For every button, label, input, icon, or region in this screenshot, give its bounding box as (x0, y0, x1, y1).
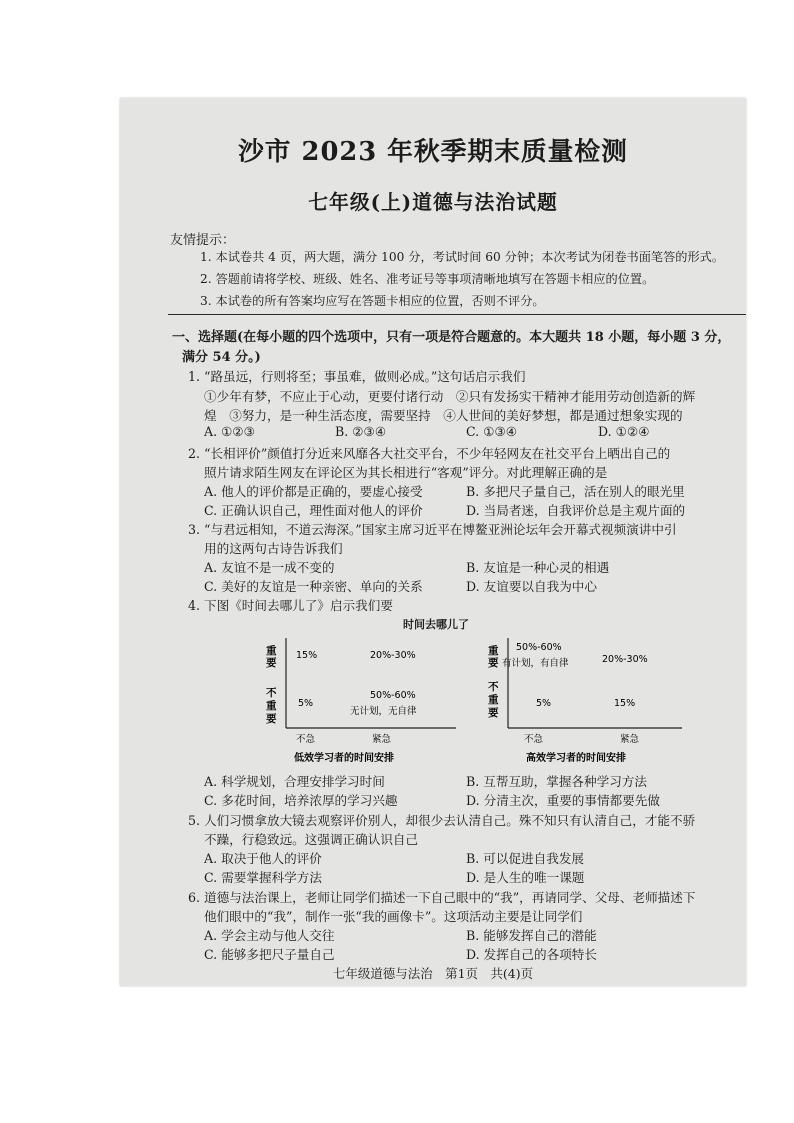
q6-option-b: B. 能够发挥自己的潜能 (466, 928, 597, 943)
y-label-char: 不 (266, 687, 277, 699)
tip-item: 1. 本试卷共 4 页，两大题，满分 100 分，考试时间 60 分钟；本次考试为闭卷书面笔答的形式。 (200, 250, 725, 264)
q2-option-a: A. 他人的评价都是正确的，要虚心接受 (204, 484, 423, 499)
quadrant-value: 50%-60% (516, 642, 562, 653)
quadrant-value: 50%-60% (370, 690, 416, 701)
quadrant-value: 5% (536, 698, 552, 709)
question-1-statement: 煌 ③努力，是一种生活态度，需要坚持 ④人世间的美好梦想，都是通过想象实现的 (204, 408, 683, 423)
section-heading-cont: 满分 54 分。) (182, 350, 261, 365)
diagram-caption: 低效学习者的时间安排 (294, 753, 394, 762)
question-3-stem: 3. “与君远相知，不道云海深。”国家主席习近平在博鳌亚洲论坛年会开幕式视频演讲中引 (188, 522, 677, 537)
diagram-caption: 高效学习者的时间安排 (526, 753, 626, 762)
question-2-stem: 2. “长相评价”颜值打分近来风靡各大社交平台，不少年轻网友在社交平台上晒出自己的 (188, 446, 671, 461)
page-footer: 七年级道德与法治 第1页 共(4)页 (332, 966, 534, 981)
q2-option-d: D. 当局者迷，自我评价总是主观片面的 (466, 503, 686, 518)
tip-item: 3. 本试卷的所有答案均应写在答题卡相应的位置，否则不评分。 (200, 294, 545, 308)
question-1-statement: ①少年有梦，不应止于心动，更要付诸行动 ②只有发扬实干精神才能用劳动创造新的辉 (204, 389, 696, 404)
q5-option-b: B. 可以促进自我发展 (466, 851, 585, 866)
quadrant-value: 15% (614, 698, 636, 709)
tip-item: 2. 答题前请将学校、班级、姓名、准考证号等事项清晰地填写在答题卡相应的位置。 (200, 272, 655, 286)
question-6-stem-cont: 他们眼中的“我”，制作一张“我的画像卡”。这项活动主要是让同学们 (204, 909, 583, 924)
question-5-stem: 5. 人们习惯拿放大镜去观察评价别人，却很少去认清自己。殊不知只有认清自己，才能不骄 (188, 813, 696, 828)
section-heading: 一、选择题(在每小题的四个选项中，只有一项是符合题意的。本大题共 18 小题，每小题 3 分， (172, 330, 731, 345)
quadrant-value: 5% (298, 698, 314, 709)
x-label: 紧急 (620, 734, 640, 745)
q6-option-c: C. 能够多把尺子量自己 (204, 947, 335, 962)
question-2-stem-cont: 照片请求陌生网友在评论区为其长相进行“客观”评分。对此理解正确的是 (204, 465, 608, 480)
q4-option-c: C. 多花时间，培养浓厚的学习兴趣 (204, 793, 398, 808)
y-label-char: 重 (488, 694, 499, 706)
q1-option-c: C. ①③④ (466, 424, 518, 439)
y-label-char: 不 (488, 681, 499, 693)
y-label-char: 重 (266, 645, 277, 657)
tips-heading: 友情提示： (170, 233, 236, 248)
q6-option-d: D. 发挥自己的各项特长 (466, 947, 597, 962)
quadrant-note: 有计划，有自律 (502, 658, 569, 669)
quadrant-value: 15% (296, 650, 318, 661)
q2-option-c: C. 正确认识自己，理性面对他人的评价 (204, 503, 423, 518)
x-label: 不急 (296, 734, 316, 745)
question-6-stem: 6. 道德与法治课上，老师让同学们描述一下自己眼中的“我”，再请同学、父母、老师描述下 (188, 890, 696, 905)
question-4-stem: 4. 下图《时间去哪儿了》启示我们要 (188, 598, 393, 613)
y-label-char: 要 (266, 713, 277, 725)
divider-line (168, 314, 746, 315)
q3-option-d: D. 友谊要以自我为中心 (466, 579, 597, 594)
q1-option-b: B. ②③④ (335, 424, 387, 439)
q3-option-b: B. 友谊是一种心灵的相遇 (466, 560, 610, 575)
quadrant-note: 无计划，无自律 (350, 706, 417, 717)
figure-title: 时间去哪儿了 (403, 618, 469, 631)
q4-option-b: B. 互帮互助，掌握各种学习方法 (466, 774, 647, 789)
y-label-char: 重 (266, 700, 277, 712)
q6-option-a: A. 学会主动与他人交往 (204, 928, 335, 943)
quadrant-value: 20%-30% (602, 654, 648, 665)
q2-option-b: B. 多把尺子量自己，活在别人的眼光里 (466, 484, 685, 499)
q5-option-d: D. 是人生的唯一课题 (466, 870, 585, 885)
y-label-char: 要 (488, 707, 499, 719)
exam-subtitle: 七年级(上)道德与法治试题 (308, 190, 558, 214)
quadrant-value: 20%-30% (370, 650, 416, 661)
exam-paper (120, 98, 746, 986)
q1-option-d: D. ①②④ (598, 424, 650, 439)
exam-title: 沙市 2023 年秋季期末质量检测 (238, 137, 628, 167)
y-label-char: 要 (266, 657, 277, 669)
question-3-stem-cont: 用的这两句古诗告诉我们 (204, 541, 343, 556)
x-label: 紧急 (372, 734, 392, 745)
q4-option-d: D. 分清主次，重要的事情都要先做 (466, 793, 660, 808)
q3-option-c: C. 美好的友谊是一种亲密、单向的关系 (204, 579, 423, 594)
q5-option-c: C. 需要掌握科学方法 (204, 870, 322, 885)
x-label: 不急 (524, 734, 544, 745)
question-5-stem-cont: 不躁，行稳致远。这强调正确认识自己 (204, 832, 419, 847)
y-label-char: 要 (488, 657, 499, 669)
q3-option-a: A. 友谊不是一成不变的 (204, 560, 335, 575)
question-1-stem: 1. “路虽远，行则将至；事虽难，做则必成。”这句话启示我们 (188, 369, 526, 384)
q4-option-a: A. 科学规划，合理安排学习时间 (204, 774, 385, 789)
q1-option-a: A. ①②③ (204, 424, 255, 439)
low-efficiency-diagram (260, 632, 460, 762)
q5-option-a: A. 取决于他人的评价 (204, 851, 322, 866)
high-efficiency-diagram (482, 632, 686, 762)
y-label-char: 重 (488, 645, 499, 657)
